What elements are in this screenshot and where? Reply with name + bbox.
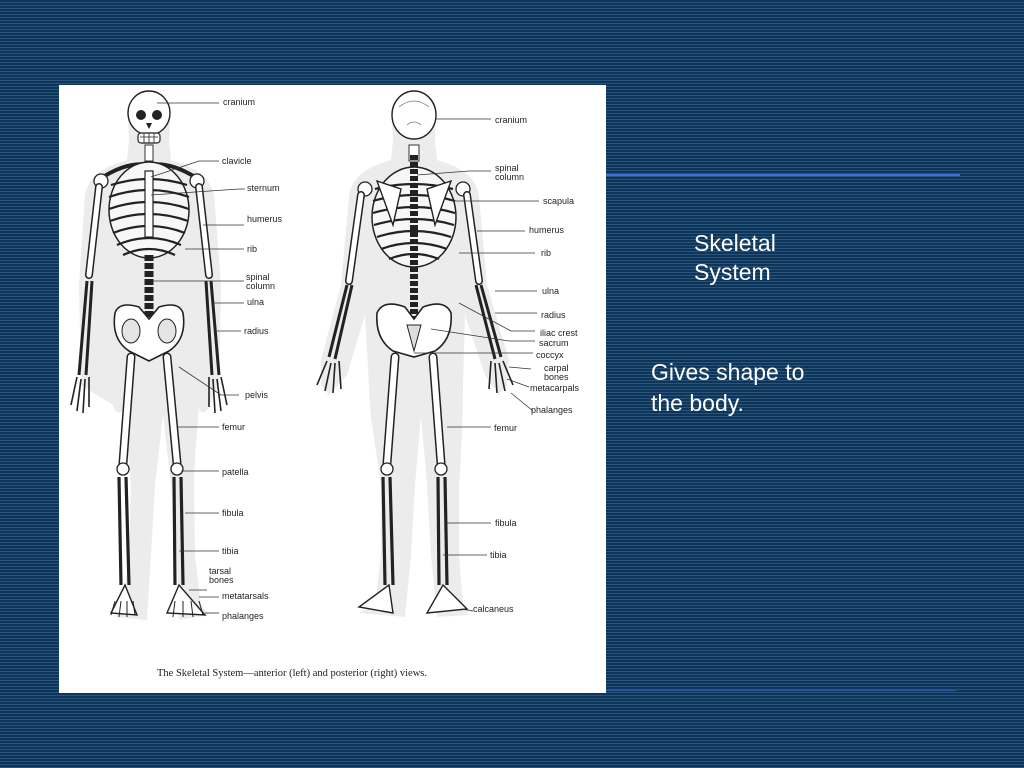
label-spinal-column-1: spinal bbox=[246, 272, 270, 282]
label-tarsal-bones-1: tarsal bbox=[209, 566, 232, 576]
slide-title-line-1: Skeletal bbox=[694, 230, 776, 256]
figure-caption: The Skeletal System—anterior (left) and posterior (right) views. bbox=[157, 668, 428, 679]
label-spinal-column-posterior-2: column bbox=[495, 172, 525, 182]
label-iliac-crest: iliac crest bbox=[540, 328, 578, 338]
label-phalanges-posterior: phalanges bbox=[531, 405, 573, 415]
anterior-skeleton bbox=[71, 91, 227, 620]
label-phalanges: phalanges bbox=[222, 611, 264, 621]
label-spinal-column-posterior-1: spinal bbox=[495, 163, 519, 173]
anterior-labels bbox=[209, 97, 283, 621]
label-carpal-bones-1: carpal bbox=[544, 363, 569, 373]
label-tarsal-bones-2: bones bbox=[209, 575, 234, 585]
label-sacrum: sacrum bbox=[539, 338, 569, 348]
label-pelvis: pelvis bbox=[245, 390, 269, 400]
label-ulna-posterior: ulna bbox=[542, 286, 560, 296]
label-rib-posterior: rib bbox=[541, 248, 552, 258]
label-cranium: cranium bbox=[223, 97, 256, 107]
slide-body-text bbox=[651, 357, 911, 419]
label-calcaneus: calcaneus bbox=[473, 604, 514, 614]
label-sternum: sternum bbox=[247, 183, 280, 193]
posterior-skeleton bbox=[317, 91, 513, 617]
label-carpal-bones-2: bones bbox=[544, 372, 569, 382]
label-fibula: fibula bbox=[222, 508, 244, 518]
bottom-divider-line bbox=[606, 690, 956, 691]
title-divider-line bbox=[606, 174, 960, 176]
label-metacarpals: metacarpals bbox=[530, 383, 580, 393]
label-radius: radius bbox=[244, 326, 269, 336]
label-tibia: tibia bbox=[222, 546, 239, 556]
label-scapula: scapula bbox=[543, 196, 575, 206]
label-rib: rib bbox=[247, 244, 258, 254]
slide-title bbox=[694, 229, 894, 287]
label-radius-posterior: radius bbox=[541, 310, 566, 320]
label-femur: femur bbox=[222, 422, 246, 432]
label-metatarsals: metatarsals bbox=[222, 591, 269, 601]
label-fibula-posterior: fibula bbox=[495, 518, 517, 528]
label-clavicle: clavicle bbox=[222, 156, 252, 166]
label-patella: patella bbox=[222, 467, 249, 477]
label-spinal-column-2: column bbox=[246, 281, 276, 291]
label-humerus: humerus bbox=[247, 214, 283, 224]
label-femur-posterior: femur bbox=[494, 423, 518, 433]
skeleton-diagram bbox=[59, 85, 606, 693]
label-humerus-posterior: humerus bbox=[529, 225, 565, 235]
label-tibia-posterior: tibia bbox=[490, 550, 507, 560]
label-cranium-posterior: cranium bbox=[495, 115, 528, 125]
slide-body-line-1: Gives shape to bbox=[651, 359, 805, 385]
label-ulna: ulna bbox=[247, 297, 265, 307]
skeleton-figure bbox=[59, 85, 606, 693]
slide-title-line-2: System bbox=[694, 259, 771, 285]
slide-body-line-2: the body. bbox=[651, 390, 744, 416]
label-coccyx: coccyx bbox=[536, 350, 564, 360]
